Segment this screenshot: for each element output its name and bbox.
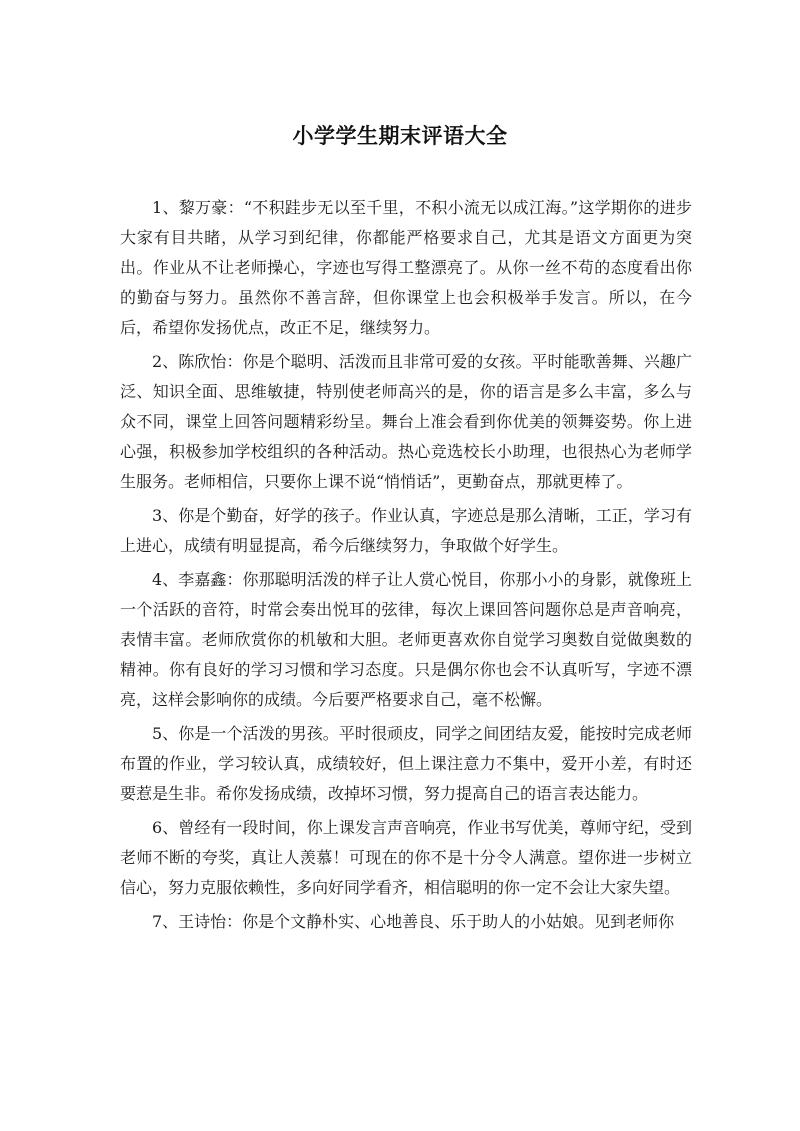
comment-paragraph-7: 7、王诗怡：你是个文静朴实、心地善良、乐于助人的小姑娘。见到老师你	[152, 912, 675, 931]
comment-paragraph-5: 5、你是一个活泼的男孩。平时很顽皮，同学之间团结友爱，能按时完成老师布置的作业，学习较认真，成绩较好，但上课注意力不集中，爱开小差，有时还要惹是生非。希你发扬成绩，改掉坏习惯，努力提高自己的语言表达能力。	[120, 724, 692, 803]
comment-paragraph-1: 1、黎万豪：“不积跬步无以至千里，不积小流无以成江海。”这学期你的进步大家有目共睹，从学习到纪律，你都能严格要求自己，尤其是语文方面更为突出。作业从不让老师操心，字迹也写得工整漂亮了。从你一丝不苟的态度看出你的勤奋与努力。虽然你不善言辞，但你课堂上也会积极举手发言。所以，在今后，希望你发扬优点，改正不足，继续努力。	[120, 198, 692, 337]
comment-paragraph-4: 4、李嘉鑫：你那聪明活泼的样子让人赏心悦目，你那小小的身影，就像班上一个活跃的音符，时常会奏出悦耳的弦律，每次上课回答问题你总是声音响亮，表情丰富。老师欣赏你的机敏和大胆。老师更喜欢你自觉学习奥数自觉做奥数的精神。你有良好的学习习惯和学习态度。只是偶尔你也会不认真听写，字迹不漂亮，这样会影响你的成绩。今后要严格要求自己，毫不松懈。	[120, 570, 692, 709]
comment-paragraph-2: 2、陈欣怡：你是个聪明、活泼而且非常可爱的女孩。平时能歌善舞、兴趣广泛、知识全面、思维敏捷，特别使老师高兴的是，你的语言是多么丰富，多么与众不同，课堂上回答问题精彩纷呈。舞台上准会看到你优美的领舞姿势。你上进心强，积极参加学校组织的各种活动。热心竞选校长小助理，也很热心为老师学生服务。老师相信，只要你上课不说“悄悄话”，更勤奋点，那就更棒了。	[120, 352, 692, 491]
comment-paragraph-6: 6、曾经有一段时间，你上课发言声音响亮，作业书写优美，尊师守纪，受到老师不断的夸奖，真让人羡慕！可现在的你不是十分令人满意。望你进一步树立信心，努力克服依赖性，多向好同学看齐，相信聪明的你一定不会让大家失望。	[120, 818, 692, 897]
comment-paragraph-3: 3、你是个勤奋，好学的孩子。作业认真，字迹总是那么清晰，工正，学习有上进心，成绩有明显提高，希今后继续努力，争取做个好学生。	[120, 506, 692, 555]
document-body	[120, 193, 692, 941]
document-title: 小学学生期末评语大全	[292, 124, 508, 148]
